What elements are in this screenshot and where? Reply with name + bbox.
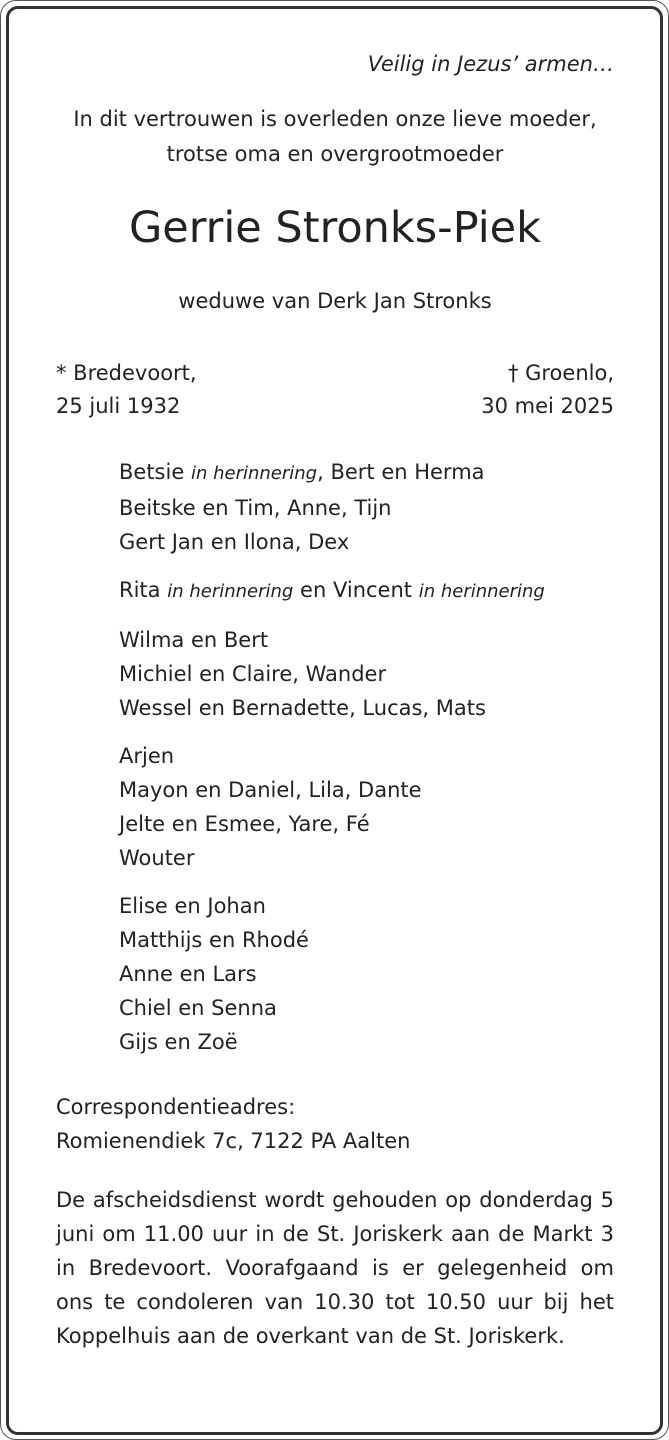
birth-place: * Bredevoort, [56,361,197,385]
birth-info [56,357,197,423]
family-member: , Bert en Herma [317,460,485,484]
family-list [119,455,614,1073]
family-line: Anne en Lars [119,962,257,986]
family-group [119,889,614,1059]
family-line [119,455,614,491]
family-line: Matthijs en Rhodé [119,928,309,952]
family-line: Beitske en Tim, Anne, Tijn [119,496,392,520]
family-line: Wilma en Bert [119,628,269,652]
death-place: † Groenlo, [507,361,614,385]
death-date: 30 mei 2025 [481,394,614,418]
memorial-note: in herinnering [190,463,318,484]
family-line: Elise en Johan [119,894,266,918]
family-line: Jelte en Esmee, Yare, Fé [119,812,370,836]
family-line: Wouter [119,846,195,870]
family-line: Gert Jan en Ilona, Dex [119,530,350,554]
family-member: Betsie [119,460,185,484]
intro-line: In dit vertrouwen is overleden onze lieve moeder, [73,107,597,131]
family-line: Arjen [119,744,175,768]
service-details: De afscheidsdienst wordt gehouden op donderdag 5 juni om 11.00 uur in de St. Joriskerk aan de Markt 3 in Bredevoort. Voorafgaand is er gelegenheid om ons te condoleren van 10.30 tot 10.50 uur bij het Koppelhuis aan de overkant van de St. Joriskerk. [56,1188,614,1348]
family-line: Michiel en Claire, Wander [119,662,387,686]
correspondence-address [56,1090,410,1158]
intro-line: trotse oma en overgrootmoeder [166,142,504,166]
family-group [119,573,614,609]
birth-date: 25 juli 1932 [56,394,181,418]
family-member: Rita [119,578,161,602]
family-member: en Vincent [300,578,413,602]
family-group [119,455,614,559]
family-line [119,573,614,609]
family-line: Mayon en Daniel, Lila, Dante [119,778,422,802]
family-group [119,623,614,725]
widow-of: weduwe van Derk Jan Stronks [178,289,492,313]
memorial-note: in herinnering [418,581,545,602]
family-line: Wessel en Bernadette, Lucas, Mats [119,696,486,720]
deceased-name: Gerrie Stronks-Piek [128,203,541,253]
motto: Veilig in Jezus’ armen… [367,52,614,76]
family-line: Gijs en Zoë [119,1030,238,1054]
address-value: Romienendiek 7c, 7122 PA Aalten [56,1129,411,1153]
memorial-note: in herinnering [167,581,294,602]
family-group [119,739,614,875]
intro-text [56,102,614,172]
address-label: Correspondentieadres: [56,1095,296,1119]
death-info [481,357,614,423]
family-line: Chiel en Senna [119,996,277,1020]
